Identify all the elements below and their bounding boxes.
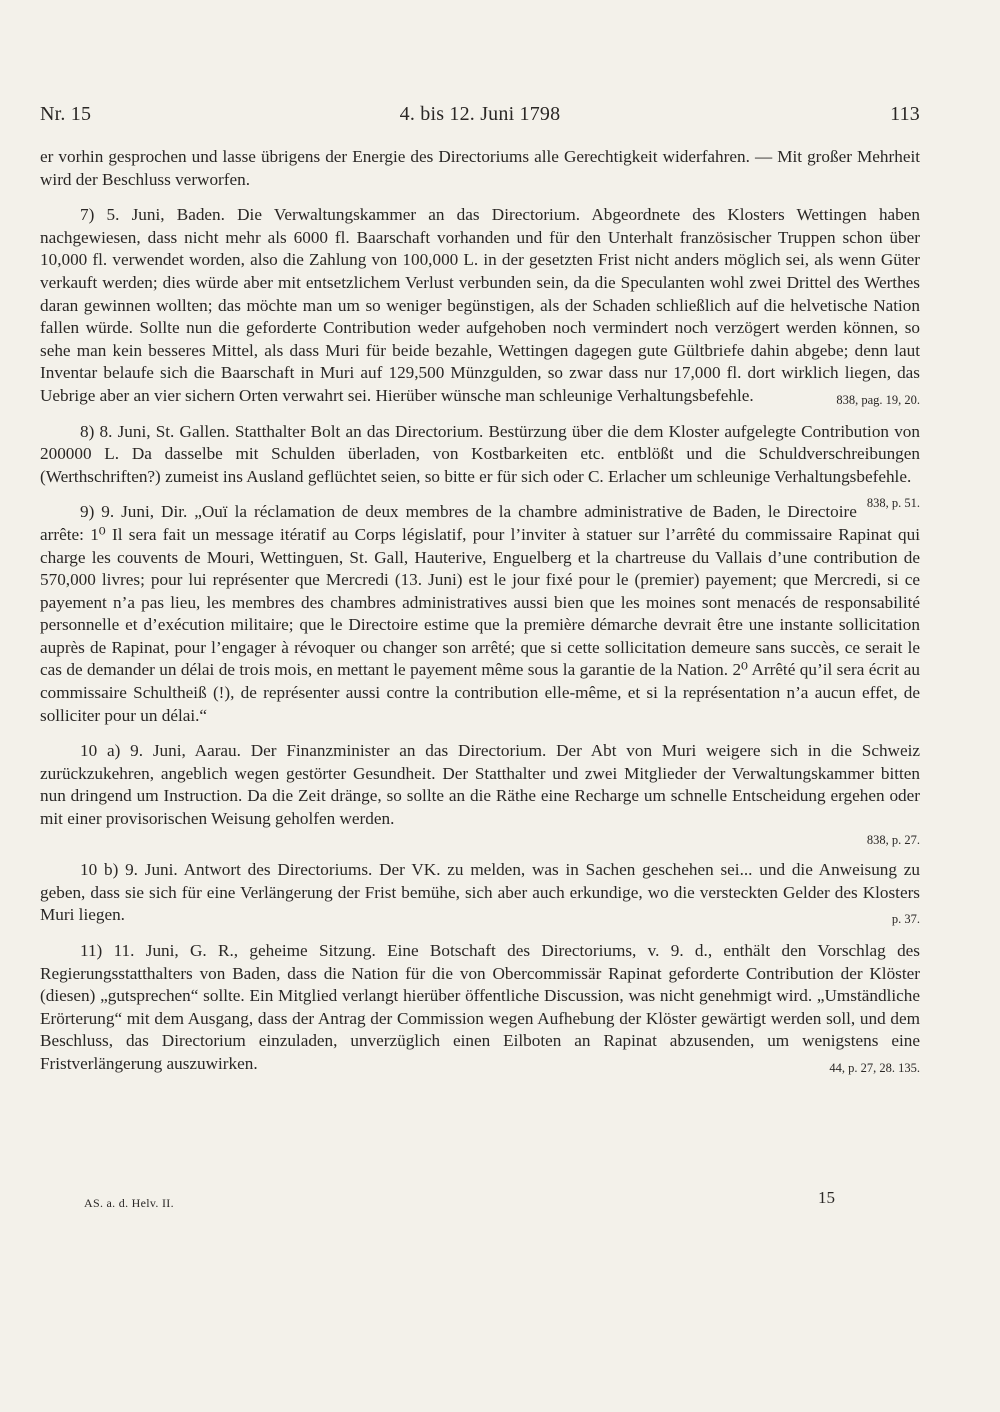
entry-7 (40, 204, 920, 407)
page-number: 113 (890, 103, 920, 125)
document-body (40, 146, 920, 1080)
entry-text: 9) 9. Juni, Dir. „Ouï la réclamation de deux membres de la chambre administrative de Baden, le Directoire arrête: 1⁰ Il sera fait un message itératif au Corps législatif, pour l’inviter à statuer sur l’arrêté du commissaire Rapinat qui charge les couvents de Mouri, Wettinguen, St. Gall, Hauterive, Enguelberg et la chartreuse du Vallais d’une contribution de 570,000 livres; pour lui représenter que Mercredi (13. Juni) est le jour fixé pour le (premier) payement; que Mercredi, si ce payement n’a pas lieu, les membres des chambres administratives aussi bien que les moines sont menacés de responsabilité personnelle et d’exécution militaire; que le Directoire estime que la première démarche devrait être une instante sollicitation auprès de Rapinat, pour l’engager à révoquer ou changer son arrêté; que si cette sollicitation demeure sans succès, ce serait le cas de demander un délai de trois mois, en mettant le payement même sous la garantie de la Nation. 2⁰ Arrêté qu’il sera écrit au commissaire Schultheiß (!), de représenter aussi contre la contribution elle-même, et si la représentation n’a aucun effet, de solliciter pour un délai.“ (40, 502, 920, 725)
printer-signature: AS. a. d. Helv. II. (84, 1196, 174, 1210)
source-reference: 838, pag. 19, 20. (836, 392, 920, 407)
entry-11 (40, 940, 920, 1076)
entry-10b (40, 859, 920, 927)
entry-10a (40, 740, 920, 830)
entry-continuation (40, 146, 920, 191)
entry-text: 11) 11. Juni, G. R., geheime Sitzung. Eine Botschaft des Directoriums, v. 9. d., enthält den Vorschlag des Regierungsstatthalters von Baden, dass die Nation für die von Obercommissär Rapinat geforderte Contribution der Klöster (diesen) „gutsprechen“ sollte. Ein Mitglied verlangt hierüber öffentliche Discussion, was nicht genehmigt wird. „Umständliche Erörterung“ mit dem Ausgang, dass der Antrag der Commission wegen Aufhebung der Klöster gewärtigt werden soll, und dem Beschluss, das Directorium einzuladen, unverzüglich einen Eilboten an Rapinat abzusenden, um wenigstens eine Fristverlängerung auszuwirken. (40, 941, 920, 1073)
entry-9 (40, 501, 920, 727)
source-reference: 838, p. 51. (866, 496, 920, 511)
signature-number: 15 (818, 1188, 835, 1207)
entry-text: 8) 8. Juni, St. Gallen. Statthalter Bolt an das Directorium. Bestürzung über die dem Kloster aufgelegte Contribution von 200000 L. Da dasselbe mit Schulden überladen, von Kostbarkeiten etc. entblößt und die Schuldverschreibungen (Werthschriften?) zumeist ins Ausland geflüchtet seien, so bitte er für sich oder C. Erlacher um schleunige Verhaltungsbefehle. (40, 421, 920, 486)
entry-8 (40, 421, 920, 511)
source-reference: p. 37. (891, 912, 920, 927)
entry-text: 10 b) 9. Juni. Antwort des Directoriums. Der VK. zu melden, was in Sachen geschehen sei... und die Anweisung zu geben, dass sie sich für eine Verlängerung der Frist bemühe, sich aber auch erkundige, wo die versteckten Gelder des Klosters Muri liegen. (40, 860, 920, 925)
source-reference: 44, p. 27, 28. 135. (829, 1060, 920, 1075)
entry-text: 7) 5. Juni, Baden. Die Verwaltungskammer an das Directorium. Abgeordnete des Klosters Wettingen haben nachgewiesen, dass nicht mehr als 6000 fl. Baarschaft vorhanden und für den Unterhalt französischer Truppen schon über 10,000 fl. verwendet worden, also die Zahlung von 100,000 L. in der gesetzten Frist nicht anders möglich sei, als wenn Güter verkauft werden; dies würde aber mit entsetzlichem Verlust verbunden sein, da die Speculanten wohl zwei Drittel des Werthes daran gewinnen wollten; das möchte man um so weniger begünstigen, als der Schaden schließlich auf die helvetische Nation fallen würde. Sollte nun die geforderte Contribution weder aufgehoben noch vermindert noch verzögert werden können, so sehe man kein besseres Mittel, als dass Muri für beide bezahle, Wettingen dagegen gute Gültbriefe dahin abgebe; denn laut Inventar belaufe sich die Baarschaft in Muri auf 129,500 Münzgulden, so zwar dass nur 17,000 fl. dort wirklich liegen, das Uebrige aber an vier sichern Orten verwahrt sei. Hierüber wünsche man schleunige Verhaltungsbefehle. (40, 205, 920, 405)
issue-number: Nr. 15 (40, 103, 92, 125)
entry-text: er vorhin gesprochen und lasse übrigens der Energie des Directoriums alle Gerechtigkeit widerfahren. — Mit großer Mehrheit wird der Beschluss verworfen. (40, 147, 920, 189)
entry-text: 10 a) 9. Juni, Aarau. Der Finanzminister an das Directorium. Der Abt von Muri weigere sich in die Schweiz zurückzukehren, angeblich wegen gestörter Gesundheit. Der Statthalter und zwei Mitglieder der Verwaltungskammer bitten nun dringend um Instruction. Da die Zeit dränge, so sollte an die Räthe eine Recharge um schnelle Entscheidung ergehen oder mit einer provisorischen Weisung geholfen werden. (40, 741, 920, 829)
running-header (40, 103, 920, 131)
source-reference: 838, p. 27. (866, 832, 920, 847)
date-range: 4. bis 12. Juni 1798 (399, 103, 561, 125)
